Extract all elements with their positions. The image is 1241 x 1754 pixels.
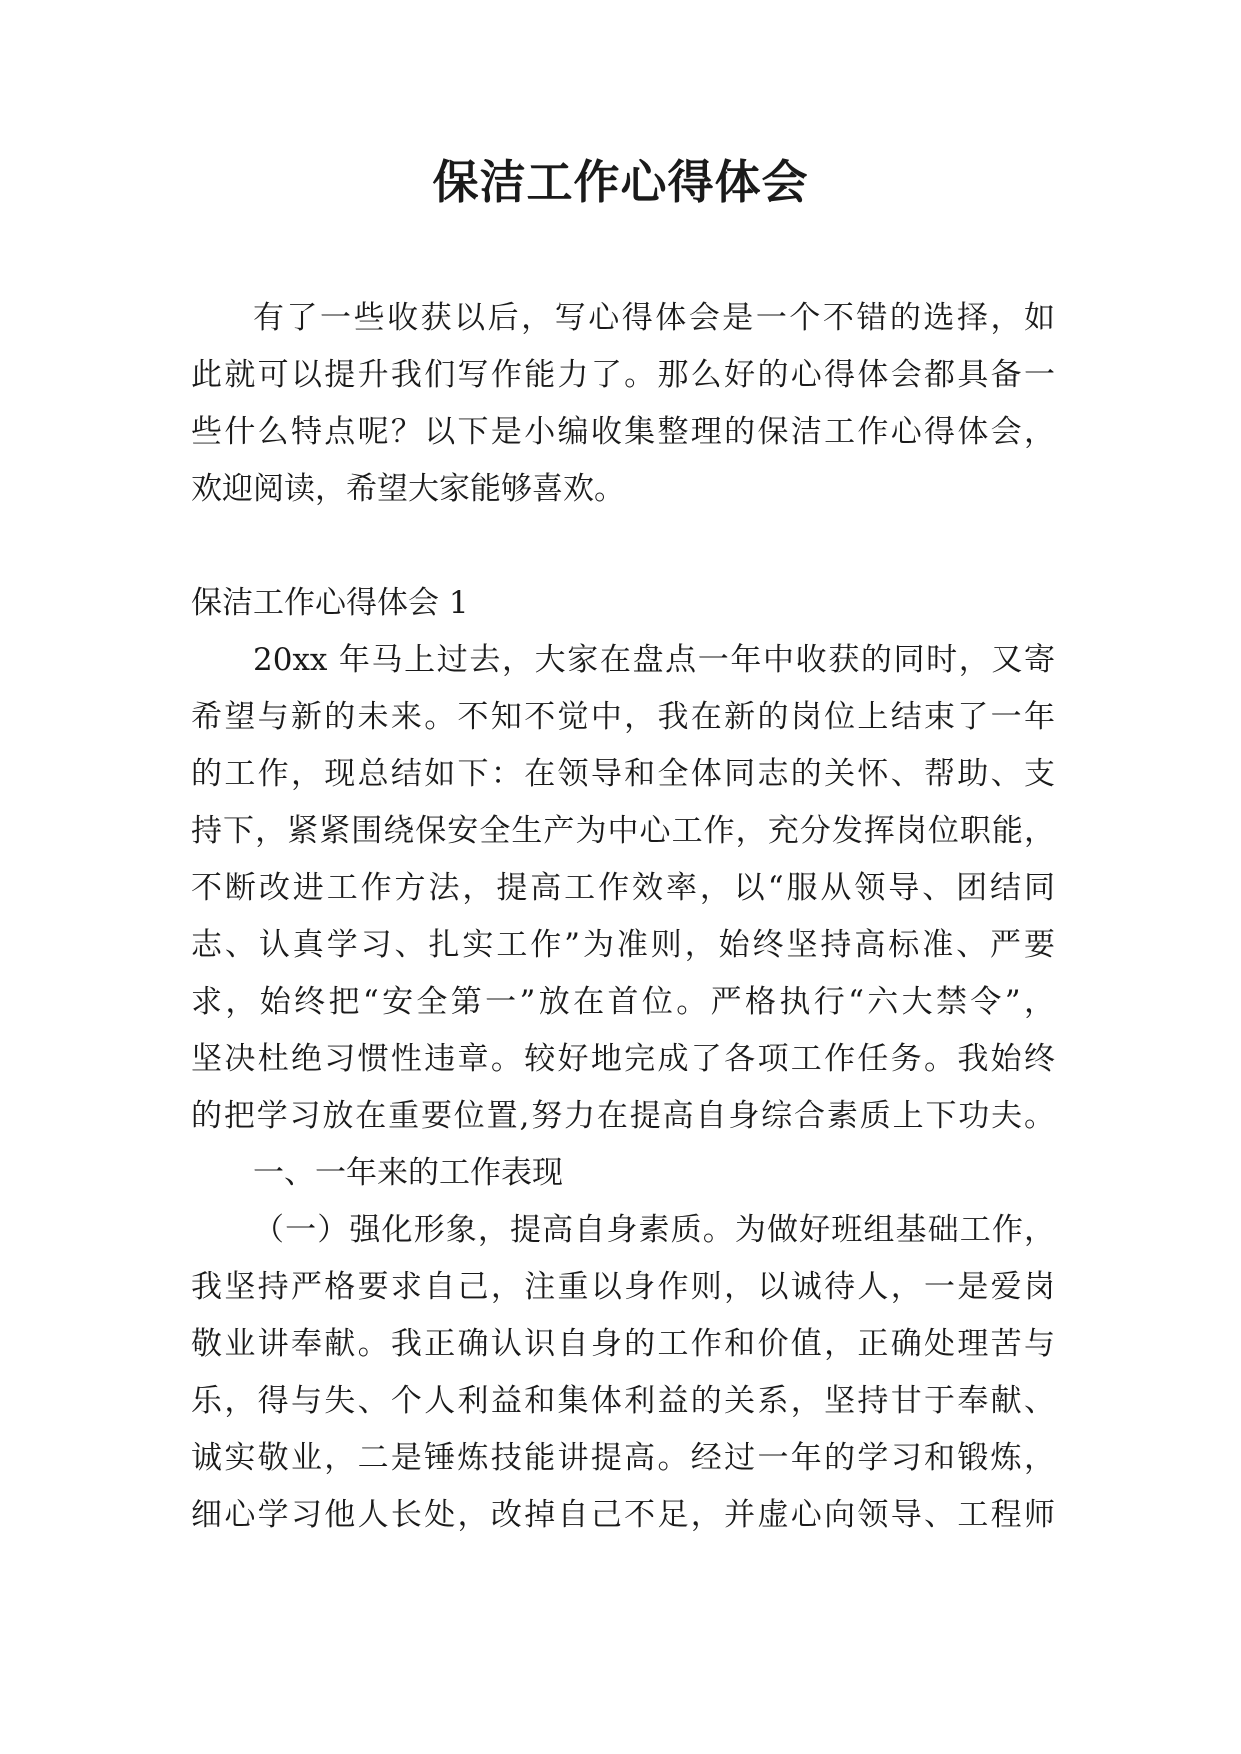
paragraph-line: 的把学习放在重要位置,努力在提高自身综合素质上下功夫。	[191, 1098, 1055, 1134]
paragraph-line: 诚实敬业，二是锤炼技能讲提高。经过一年的学习和锻炼，	[191, 1440, 1055, 1476]
paragraph-line: 乐，得与失、个人利益和集体利益的关系，坚持甘于奉献、	[191, 1383, 1055, 1419]
paragraph-line: 不断改进工作方法，提高工作效率，以“服从领导、团结同	[191, 870, 1055, 906]
paragraph-line: 敬业讲奉献。我正确认识自身的工作和价值，正确处理苦与	[191, 1326, 1055, 1362]
paragraph-line: 希望与新的未来。不知不觉中，我在新的岗位上结束了一年	[191, 699, 1055, 735]
subheading: 一、一年来的工作表现	[253, 1155, 563, 1191]
intro-line: 些什么特点呢？以下是小编收集整理的保洁工作心得体会，	[191, 414, 1055, 450]
intro-line: 此就可以提升我们写作能力了。那么好的心得体会都具备一	[191, 357, 1055, 393]
section-heading: 保洁工作心得体会 1	[191, 585, 469, 621]
paragraph-line: 志、认真学习、扎实工作”为准则，始终坚持高标准、严要	[191, 927, 1055, 963]
paragraph-line: 20xx 年马上过去，大家在盘点一年中收获的同时，又寄	[253, 642, 1055, 678]
paragraph-line: 我坚持严格要求自己，注重以身作则，以诚待人，一是爱岗	[191, 1269, 1055, 1305]
document-title: 保洁工作心得体会	[432, 155, 809, 209]
intro-line: 有了一些收获以后，写心得体会是一个不错的选择，如	[253, 300, 1055, 336]
paragraph-line: 坚决杜绝习惯性违章。较好地完成了各项工作任务。我始终	[191, 1041, 1055, 1077]
paragraph-line: 细心学习他人长处，改掉自己不足，并虚心向领导、工程师	[191, 1497, 1055, 1533]
paragraph-line: （一）强化形象，提高自身素质。为做好班组基础工作，	[253, 1212, 1055, 1248]
paragraph-line: 的工作，现总结如下：在领导和全体同志的关怀、帮助、支	[191, 756, 1055, 792]
paragraph-line: 求，始终把“安全第一”放在首位。严格执行“六大禁令”，	[191, 984, 1055, 1020]
intro-line: 欢迎阅读，希望大家能够喜欢。	[191, 471, 625, 507]
paragraph-line: 持下，紧紧围绕保安全生产为中心工作，充分发挥岗位职能，	[191, 813, 1055, 849]
